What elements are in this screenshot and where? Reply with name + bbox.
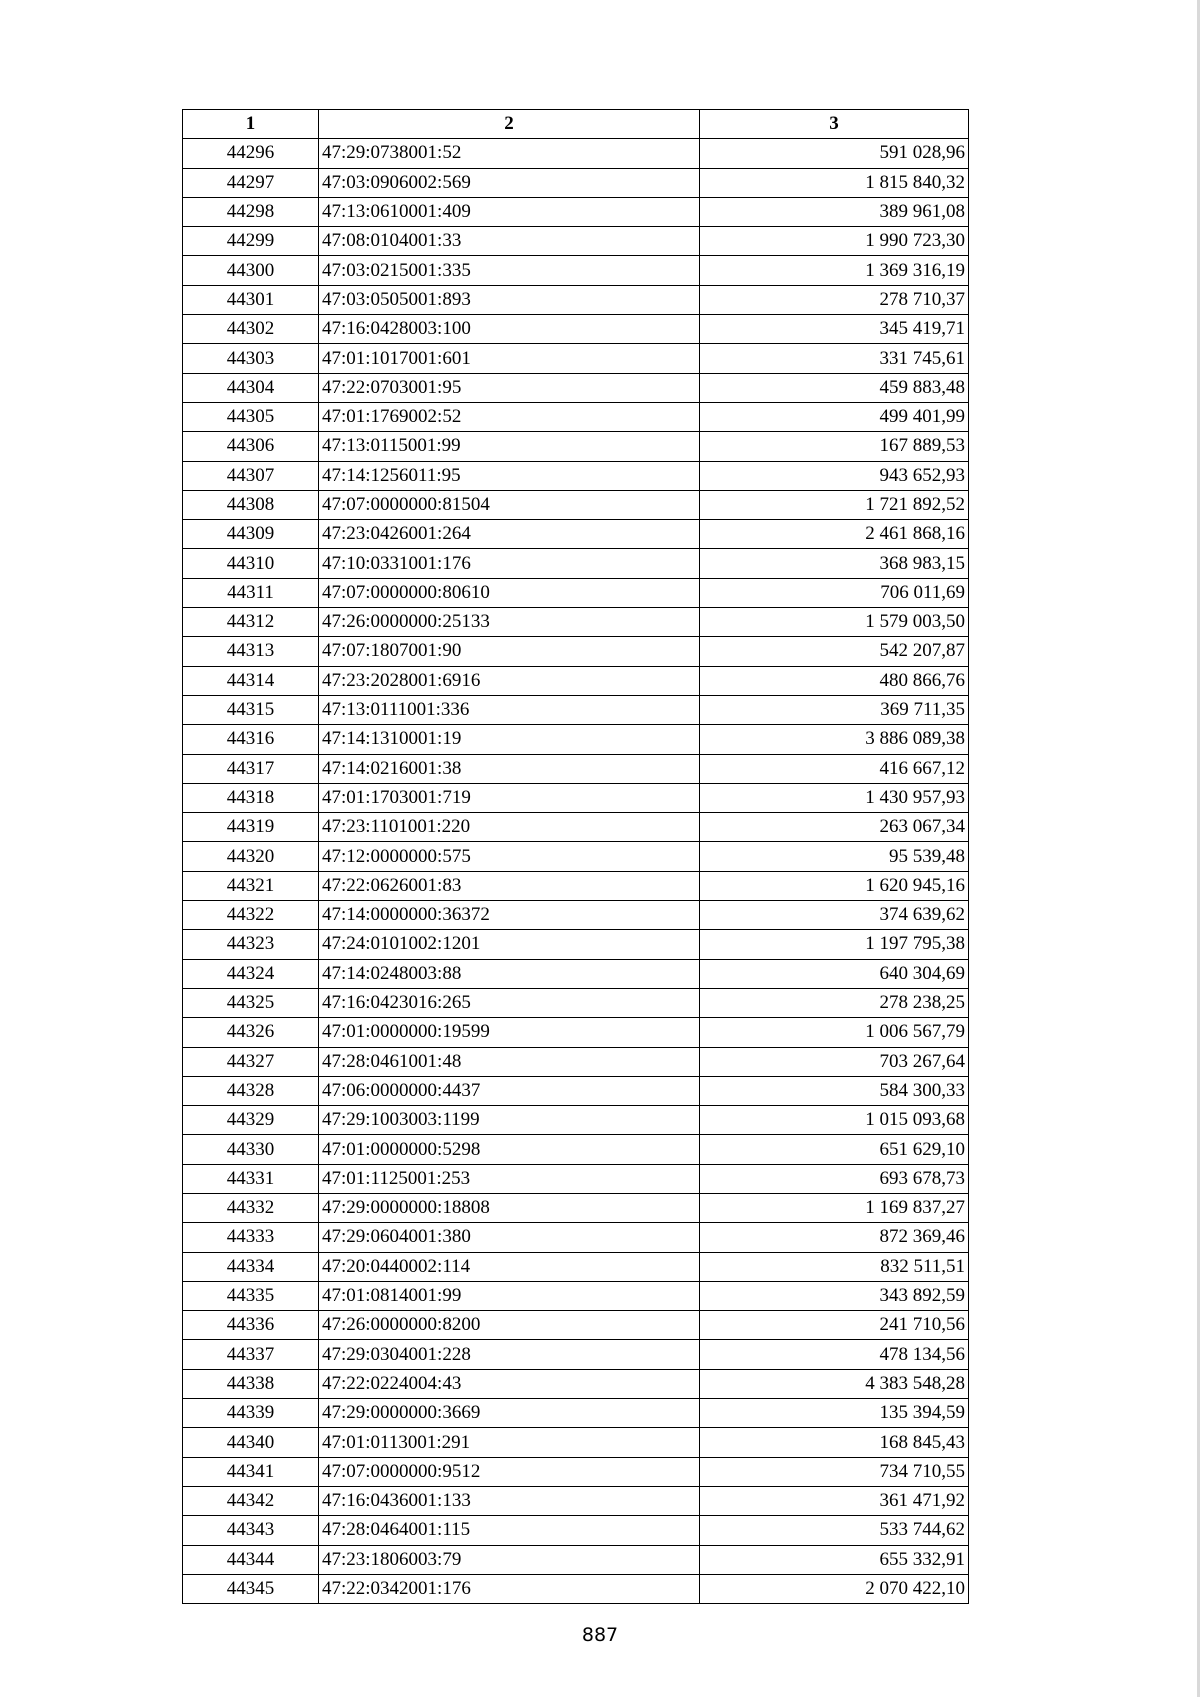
cadastral-number: 47:14:1310001:19: [319, 725, 700, 754]
row-number: 44318: [183, 783, 319, 812]
table-row: [183, 285, 969, 314]
cadastral-number: 47:29:0604001:380: [319, 1223, 700, 1252]
table-row: [183, 1076, 969, 1105]
cadastral-number: 47:29:0000000:18808: [319, 1193, 700, 1222]
cadastral-value: 1 430 957,93: [700, 783, 969, 812]
cadastral-number: 47:26:0000000:8200: [319, 1311, 700, 1340]
table-row: [183, 1486, 969, 1515]
cadastral-number: 47:24:0101002:1201: [319, 930, 700, 959]
table-row: [183, 1252, 969, 1281]
table-row: [183, 315, 969, 344]
row-number: 44324: [183, 959, 319, 988]
cadastral-value: 361 471,92: [700, 1486, 969, 1515]
table-row: [183, 930, 969, 959]
row-number: 44327: [183, 1047, 319, 1076]
row-number: 44339: [183, 1399, 319, 1428]
cadastral-number: 47:12:0000000:575: [319, 842, 700, 871]
table-row: [183, 1428, 969, 1457]
cadastral-value: 693 678,73: [700, 1164, 969, 1193]
cadastral-number: 47:22:0703001:95: [319, 373, 700, 402]
cadastral-number: 47:20:0440002:114: [319, 1252, 700, 1281]
cadastral-number: 47:07:0000000:81504: [319, 490, 700, 519]
cadastral-value: 640 304,69: [700, 959, 969, 988]
row-number: 44321: [183, 871, 319, 900]
table-row: [183, 168, 969, 197]
row-number: 44314: [183, 666, 319, 695]
cadastral-value: 278 238,25: [700, 988, 969, 1017]
table-row: [183, 1047, 969, 1076]
cadastral-value: 1 990 723,30: [700, 227, 969, 256]
cadastral-number: 47:29:0304001:228: [319, 1340, 700, 1369]
cadastral-value: 389 961,08: [700, 197, 969, 226]
row-number: 44328: [183, 1076, 319, 1105]
row-number: 44329: [183, 1106, 319, 1135]
table-row: [183, 754, 969, 783]
cadastral-value: 331 745,61: [700, 344, 969, 373]
cadastral-number: 47:10:0331001:176: [319, 549, 700, 578]
column-header-1: 1: [183, 110, 319, 139]
table-row: [183, 1516, 969, 1545]
cadastral-number: 47:06:0000000:4437: [319, 1076, 700, 1105]
table-row: [183, 1545, 969, 1574]
cadastral-value: 1 197 795,38: [700, 930, 969, 959]
cadastral-number: 47:01:0000000:5298: [319, 1135, 700, 1164]
cadastral-number: 47:14:0000000:36372: [319, 901, 700, 930]
cadastral-value: 533 744,62: [700, 1516, 969, 1545]
table-row: [183, 1223, 969, 1252]
row-number: 44303: [183, 344, 319, 373]
cadastral-value-table: [182, 109, 969, 1604]
cadastral-number: 47:16:0428003:100: [319, 315, 700, 344]
cadastral-value: 1 620 945,16: [700, 871, 969, 900]
row-number: 44342: [183, 1486, 319, 1515]
table-row: [183, 637, 969, 666]
cadastral-number: 47:23:0426001:264: [319, 520, 700, 549]
row-number: 44333: [183, 1223, 319, 1252]
cadastral-value: 2 070 422,10: [700, 1574, 969, 1603]
cadastral-value: 343 892,59: [700, 1281, 969, 1310]
cadastral-value: 374 639,62: [700, 901, 969, 930]
cadastral-value: 168 845,43: [700, 1428, 969, 1457]
cadastral-value: 241 710,56: [700, 1311, 969, 1340]
row-number: 44317: [183, 754, 319, 783]
cadastral-number: 47:22:0626001:83: [319, 871, 700, 900]
table-row: [183, 871, 969, 900]
cadastral-value: 2 461 868,16: [700, 520, 969, 549]
cadastral-number: 47:01:1125001:253: [319, 1164, 700, 1193]
cadastral-number: 47:28:0464001:115: [319, 1516, 700, 1545]
table-row: [183, 461, 969, 490]
cadastral-number: 47:23:2028001:6916: [319, 666, 700, 695]
row-number: 44323: [183, 930, 319, 959]
table-row: [183, 813, 969, 842]
row-number: 44307: [183, 461, 319, 490]
cadastral-number: 47:16:0436001:133: [319, 1486, 700, 1515]
table-row: [183, 988, 969, 1017]
table-row: [183, 1281, 969, 1310]
cadastral-value: 135 394,59: [700, 1399, 969, 1428]
cadastral-number: 47:29:0738001:52: [319, 139, 700, 168]
cadastral-number: 47:14:0216001:38: [319, 754, 700, 783]
cadastral-number: 47:03:0906002:569: [319, 168, 700, 197]
cadastral-value: 4 383 548,28: [700, 1369, 969, 1398]
cadastral-value: 1 815 840,32: [700, 168, 969, 197]
cadastral-number: 47:16:0423016:265: [319, 988, 700, 1017]
row-number: 44309: [183, 520, 319, 549]
row-number: 44330: [183, 1135, 319, 1164]
table-row: [183, 197, 969, 226]
cadastral-value: 369 711,35: [700, 695, 969, 724]
row-number: 44310: [183, 549, 319, 578]
cadastral-number: 47:07:1807001:90: [319, 637, 700, 666]
row-number: 44296: [183, 139, 319, 168]
cadastral-value: 706 011,69: [700, 578, 969, 607]
cadastral-value: 872 369,46: [700, 1223, 969, 1252]
table-header-row: [183, 110, 969, 139]
table-row: [183, 256, 969, 285]
table-row: [183, 373, 969, 402]
cadastral-number: 47:14:1256011:95: [319, 461, 700, 490]
cadastral-number: 47:14:0248003:88: [319, 959, 700, 988]
row-number: 44322: [183, 901, 319, 930]
row-number: 44306: [183, 432, 319, 461]
table-row: [183, 608, 969, 637]
cadastral-value: 3 886 089,38: [700, 725, 969, 754]
table-row: [183, 1135, 969, 1164]
row-number: 44319: [183, 813, 319, 842]
cadastral-number: 47:07:0000000:9512: [319, 1457, 700, 1486]
row-number: 44320: [183, 842, 319, 871]
row-number: 44341: [183, 1457, 319, 1486]
cadastral-value: 832 511,51: [700, 1252, 969, 1281]
page-number: 887: [581, 1624, 619, 1646]
cadastral-value: 734 710,55: [700, 1457, 969, 1486]
cadastral-number: 47:07:0000000:80610: [319, 578, 700, 607]
table-row: [183, 1369, 969, 1398]
cadastral-value: 651 629,10: [700, 1135, 969, 1164]
cadastral-number: 47:01:0814001:99: [319, 1281, 700, 1310]
table-row: [183, 1399, 969, 1428]
row-number: 44340: [183, 1428, 319, 1457]
cadastral-number: 47:01:0113001:291: [319, 1428, 700, 1457]
table-row: [183, 666, 969, 695]
table-row: [183, 432, 969, 461]
table-row: [183, 1311, 969, 1340]
cadastral-number: 47:22:0224004:43: [319, 1369, 700, 1398]
table-row: [183, 1018, 969, 1047]
row-number: 44311: [183, 578, 319, 607]
cadastral-value: 655 332,91: [700, 1545, 969, 1574]
row-number: 44338: [183, 1369, 319, 1398]
cadastral-value: 1 369 316,19: [700, 256, 969, 285]
row-number: 44301: [183, 285, 319, 314]
table-row: [183, 901, 969, 930]
row-number: 44305: [183, 402, 319, 431]
row-number: 44312: [183, 608, 319, 637]
table-row: [183, 1340, 969, 1369]
cadastral-value: 368 983,15: [700, 549, 969, 578]
cadastral-value: 591 028,96: [700, 139, 969, 168]
cadastral-value: 943 652,93: [700, 461, 969, 490]
cadastral-number: 47:08:0104001:33: [319, 227, 700, 256]
cadastral-number: 47:01:1017001:601: [319, 344, 700, 373]
table-row: [183, 783, 969, 812]
cadastral-number: 47:23:1806003:79: [319, 1545, 700, 1574]
cadastral-number: 47:03:0215001:335: [319, 256, 700, 285]
cadastral-value: 1 169 837,27: [700, 1193, 969, 1222]
table-row: [183, 1574, 969, 1603]
table-body: [183, 139, 969, 1604]
row-number: 44326: [183, 1018, 319, 1047]
cadastral-value: 167 889,53: [700, 432, 969, 461]
table-row: [183, 695, 969, 724]
row-number: 44345: [183, 1574, 319, 1603]
cadastral-number: 47:29:1003003:1199: [319, 1106, 700, 1135]
cadastral-value: 459 883,48: [700, 373, 969, 402]
cadastral-value: 1 006 567,79: [700, 1018, 969, 1047]
row-number: 44297: [183, 168, 319, 197]
row-number: 44334: [183, 1252, 319, 1281]
table-row: [183, 578, 969, 607]
row-number: 44335: [183, 1281, 319, 1310]
cadastral-value: 703 267,64: [700, 1047, 969, 1076]
table-row: [183, 959, 969, 988]
cadastral-number: 47:01:1703001:719: [319, 783, 700, 812]
cadastral-number: 47:23:1101001:220: [319, 813, 700, 842]
cadastral-number: 47:26:0000000:25133: [319, 608, 700, 637]
table-row: [183, 1106, 969, 1135]
table-row: [183, 1193, 969, 1222]
table-row: [183, 520, 969, 549]
table-row: [183, 1164, 969, 1193]
cadastral-value: 480 866,76: [700, 666, 969, 695]
cadastral-value: 499 401,99: [700, 402, 969, 431]
cadastral-number: 47:29:0000000:3669: [319, 1399, 700, 1428]
row-number: 44331: [183, 1164, 319, 1193]
cadastral-number: 47:03:0505001:893: [319, 285, 700, 314]
cadastral-value: 584 300,33: [700, 1076, 969, 1105]
cadastral-number: 47:13:0610001:409: [319, 197, 700, 226]
cadastral-number: 47:28:0461001:48: [319, 1047, 700, 1076]
row-number: 44313: [183, 637, 319, 666]
cadastral-number: 47:13:0111001:336: [319, 695, 700, 724]
table-row: [183, 227, 969, 256]
row-number: 44325: [183, 988, 319, 1017]
cadastral-number: 47:22:0342001:176: [319, 1574, 700, 1603]
table-row: [183, 549, 969, 578]
cadastral-value: 278 710,37: [700, 285, 969, 314]
row-number: 44299: [183, 227, 319, 256]
row-number: 44308: [183, 490, 319, 519]
cadastral-value: 1 579 003,50: [700, 608, 969, 637]
table-row: [183, 490, 969, 519]
table-row: [183, 842, 969, 871]
row-number: 44336: [183, 1311, 319, 1340]
cadastral-number: 47:01:0000000:19599: [319, 1018, 700, 1047]
column-header-2: 2: [319, 110, 700, 139]
cadastral-value: 1 015 093,68: [700, 1106, 969, 1135]
row-number: 44315: [183, 695, 319, 724]
row-number: 44298: [183, 197, 319, 226]
cadastral-number: 47:13:0115001:99: [319, 432, 700, 461]
table-row: [183, 402, 969, 431]
row-number: 44332: [183, 1193, 319, 1222]
table-row: [183, 1457, 969, 1486]
cadastral-value: 345 419,71: [700, 315, 969, 344]
cadastral-value: 95 539,48: [700, 842, 969, 871]
cadastral-value: 416 667,12: [700, 754, 969, 783]
row-number: 44300: [183, 256, 319, 285]
cadastral-value: 1 721 892,52: [700, 490, 969, 519]
row-number: 44316: [183, 725, 319, 754]
cadastral-value: 542 207,87: [700, 637, 969, 666]
cadastral-value: 478 134,56: [700, 1340, 969, 1369]
table-row: [183, 139, 969, 168]
cadastral-number: 47:01:1769002:52: [319, 402, 700, 431]
row-number: 44304: [183, 373, 319, 402]
table-row: [183, 725, 969, 754]
row-number: 44337: [183, 1340, 319, 1369]
cadastral-value: 263 067,34: [700, 813, 969, 842]
row-number: 44302: [183, 315, 319, 344]
table-row: [183, 344, 969, 373]
column-header-3: 3: [700, 110, 969, 139]
row-number: 44343: [183, 1516, 319, 1545]
row-number: 44344: [183, 1545, 319, 1574]
